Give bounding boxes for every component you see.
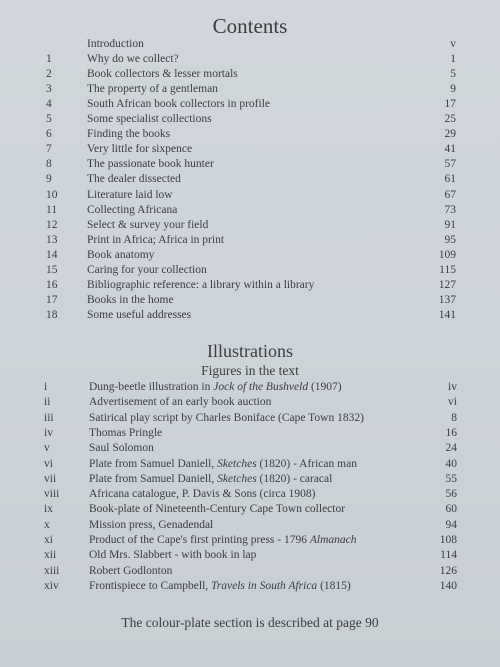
figure-number: xiii — [44, 564, 60, 577]
page-number: 141 — [438, 308, 456, 321]
chapter-title: Why do we collect? — [87, 53, 179, 66]
chapter-title: The passionate book hunter — [87, 158, 214, 171]
chapter-number: 13 — [46, 233, 58, 246]
chapter-number: 11 — [46, 203, 58, 216]
page-number: 94 — [445, 518, 457, 531]
illustration-entry — [0, 487, 500, 502]
chapter-number: 5 — [46, 113, 52, 126]
page-number: 67 — [444, 188, 456, 201]
figure-caption — [89, 395, 271, 410]
page-number: 60 — [445, 503, 457, 516]
chapter-number: 9 — [46, 173, 52, 186]
caption-text: Robert Godlonton — [89, 564, 173, 577]
figure-caption — [89, 426, 162, 441]
page-number: 8 — [451, 411, 457, 424]
chapter-title: Very little for sixpence — [87, 143, 193, 156]
illustration-entry — [0, 579, 500, 594]
contents-entry — [0, 127, 500, 142]
page-number: 114 — [440, 549, 457, 562]
contents-entry — [0, 37, 500, 52]
caption-text-after: (1820) - caracal — [256, 472, 333, 485]
caption-italic: Travels in South Africa — [211, 579, 318, 592]
page-number: 56 — [445, 488, 457, 501]
page-number: 25 — [444, 113, 456, 126]
caption-text: Plate from Samuel Daniell, — [89, 457, 218, 470]
page-number: 41 — [444, 143, 456, 156]
chapter-number: 18 — [46, 308, 58, 321]
contents-entry — [0, 218, 500, 233]
caption-italic: Sketches — [217, 472, 257, 485]
figure-caption — [89, 502, 345, 517]
illustration-entry — [0, 457, 500, 472]
figure-number: iv — [44, 426, 53, 439]
illustration-entry — [0, 411, 500, 426]
figure-number: viii — [44, 488, 60, 501]
chapter-title: Select & survey your field — [87, 218, 209, 231]
figure-caption — [89, 579, 351, 594]
caption-text-after: (1907) — [308, 381, 342, 393]
caption-text: Saul Solomon — [89, 442, 154, 455]
chapter-number: 6 — [46, 128, 52, 141]
page-number: 57 — [444, 158, 456, 171]
figure-number: ix — [44, 503, 53, 516]
chapter-number: 10 — [46, 188, 58, 201]
page-number: 40 — [445, 457, 457, 470]
page-number: 91 — [444, 218, 456, 231]
page-number: 115 — [439, 263, 456, 276]
contents-entry — [0, 97, 500, 112]
contents-entry — [0, 157, 500, 172]
page-number: iv — [448, 381, 457, 393]
figure-number: x — [44, 518, 50, 531]
chapter-title: Caring for your collection — [87, 263, 207, 276]
figure-caption — [89, 472, 332, 487]
contents-entry — [0, 82, 500, 97]
illustration-entry — [0, 441, 500, 456]
caption-text: Satirical play script by Charles Boniface (Cape Town 1832) — [89, 411, 364, 424]
chapter-number: 12 — [46, 218, 58, 231]
chapter-title: Collecting Africana — [87, 203, 178, 216]
figure-caption — [89, 487, 315, 502]
contents-entry — [0, 203, 500, 218]
illustration-entry — [0, 472, 500, 487]
chapter-number: 15 — [46, 263, 58, 276]
chapter-title: South African book collectors in profile — [87, 98, 271, 111]
illustrations-subtitle: Figures in the text — [201, 363, 299, 378]
caption-text: Dung-beetle illustration in — [89, 381, 214, 393]
figure-caption — [89, 380, 342, 395]
page-number: 9 — [450, 83, 456, 96]
page-number: 29 — [444, 128, 456, 141]
caption-text-after: (1815) — [317, 579, 351, 592]
page-number: vi — [448, 396, 457, 409]
figure-number: xiv — [44, 579, 59, 592]
caption-italic: Jock of the Bushveld — [213, 381, 309, 393]
chapter-number: 16 — [46, 278, 58, 291]
chapter-number: 14 — [46, 248, 58, 261]
page-number: 95 — [444, 233, 456, 246]
chapter-title: Books in the home — [87, 293, 174, 306]
figure-caption — [89, 518, 213, 533]
chapter-number: 4 — [46, 98, 52, 111]
illustration-entry — [0, 426, 500, 441]
contents-entry — [0, 188, 500, 203]
figure-caption — [89, 457, 357, 472]
chapter-title: The property of a gentleman — [87, 83, 218, 96]
contents-entry — [0, 308, 500, 323]
page-number: 1 — [450, 53, 456, 66]
chapter-title: Finding the books — [87, 128, 171, 141]
page-number: 16 — [445, 426, 457, 439]
page-number: 61 — [444, 173, 456, 186]
page-number: v — [450, 38, 456, 50]
caption-text-after: (1820) - African man — [256, 457, 357, 470]
illustration-entry — [0, 502, 500, 517]
figure-caption — [89, 411, 364, 426]
page-number: 17 — [444, 98, 456, 111]
figure-caption — [89, 564, 172, 579]
chapter-title: Literature laid low — [87, 188, 173, 201]
illustration-entry — [0, 395, 500, 410]
chapter-title: Book anatomy — [87, 248, 155, 261]
contents-entry — [0, 233, 500, 248]
page-number: 73 — [444, 203, 456, 216]
chapter-number: 8 — [46, 158, 52, 171]
contents-entry — [0, 172, 500, 187]
chapter-number: 17 — [46, 293, 58, 306]
chapter-title: Some useful addresses — [87, 308, 192, 321]
contents-entry — [0, 142, 500, 157]
caption-text: Product of the Cape's first printing press - 1796 — [89, 534, 310, 546]
page-number: 109 — [438, 248, 456, 261]
illustration-entry — [0, 533, 500, 548]
chapter-number: 7 — [46, 143, 52, 156]
chapter-number: 2 — [46, 68, 52, 81]
caption-text: Mission press, Genadendal — [89, 518, 214, 531]
caption-text: Frontispiece to Campbell, — [89, 579, 212, 592]
figure-caption — [89, 548, 256, 563]
contents-entry — [0, 263, 500, 278]
contents-entry — [0, 248, 500, 263]
chapter-number: 1 — [46, 53, 52, 66]
figure-caption — [89, 533, 357, 548]
caption-italic: Sketches — [217, 457, 257, 470]
illustration-entry — [0, 380, 500, 395]
caption-text: Advertisement of an early book auction — [89, 396, 272, 409]
page-number: 55 — [445, 472, 457, 485]
page-number: 5 — [450, 68, 456, 81]
figure-caption — [89, 441, 154, 456]
page-number: 140 — [439, 579, 457, 592]
page-number: 137 — [438, 293, 456, 306]
figure-number: vii — [44, 472, 57, 485]
page-number: 24 — [445, 442, 457, 455]
chapter-title: Some specialist collections — [87, 113, 212, 126]
illustration-entry — [0, 548, 500, 563]
illustrations-heading: Illustrations — [207, 341, 293, 361]
figure-number: vi — [44, 457, 53, 470]
chapter-title: Introduction — [87, 38, 144, 50]
figure-number: v — [44, 442, 50, 455]
caption-text: Old Mrs. Slabbert - with book in lap — [89, 549, 257, 562]
figure-number: i — [44, 381, 48, 393]
chapter-title: Book collectors & lesser mortals — [87, 68, 238, 81]
figure-number: iii — [44, 411, 54, 424]
caption-text: Plate from Samuel Daniell, — [89, 472, 218, 485]
page-number: 127 — [438, 278, 456, 291]
figure-number: ii — [44, 396, 51, 409]
contents-heading: Contents — [212, 14, 288, 38]
figure-number: xii — [44, 549, 57, 562]
contents-entry — [0, 67, 500, 82]
caption-italic: Almanach — [309, 534, 357, 546]
caption-text: Book-plate of Nineteenth-Century Cape Town collector — [89, 503, 346, 516]
footer-note: The colour-plate section is described at page 90 — [121, 615, 379, 630]
contents-entry — [0, 293, 500, 308]
contents-entry — [0, 112, 500, 127]
illustration-entry — [0, 518, 500, 533]
chapter-title: The dealer dissected — [87, 173, 181, 186]
caption-text: Thomas Pringle — [89, 426, 163, 439]
page-number: 108 — [439, 534, 457, 546]
figure-number: xi — [44, 534, 53, 546]
contents-entry — [0, 52, 500, 67]
caption-text: Africana catalogue, P. Davis & Sons (circa 1908) — [89, 488, 316, 501]
chapter-number: 3 — [46, 83, 52, 96]
chapter-title: Bibliographic reference: a library within a library — [87, 278, 315, 291]
contents-entry — [0, 278, 500, 293]
illustration-entry — [0, 564, 500, 579]
page-number: 126 — [439, 564, 457, 577]
chapter-title: Print in Africa; Africa in print — [87, 233, 225, 246]
